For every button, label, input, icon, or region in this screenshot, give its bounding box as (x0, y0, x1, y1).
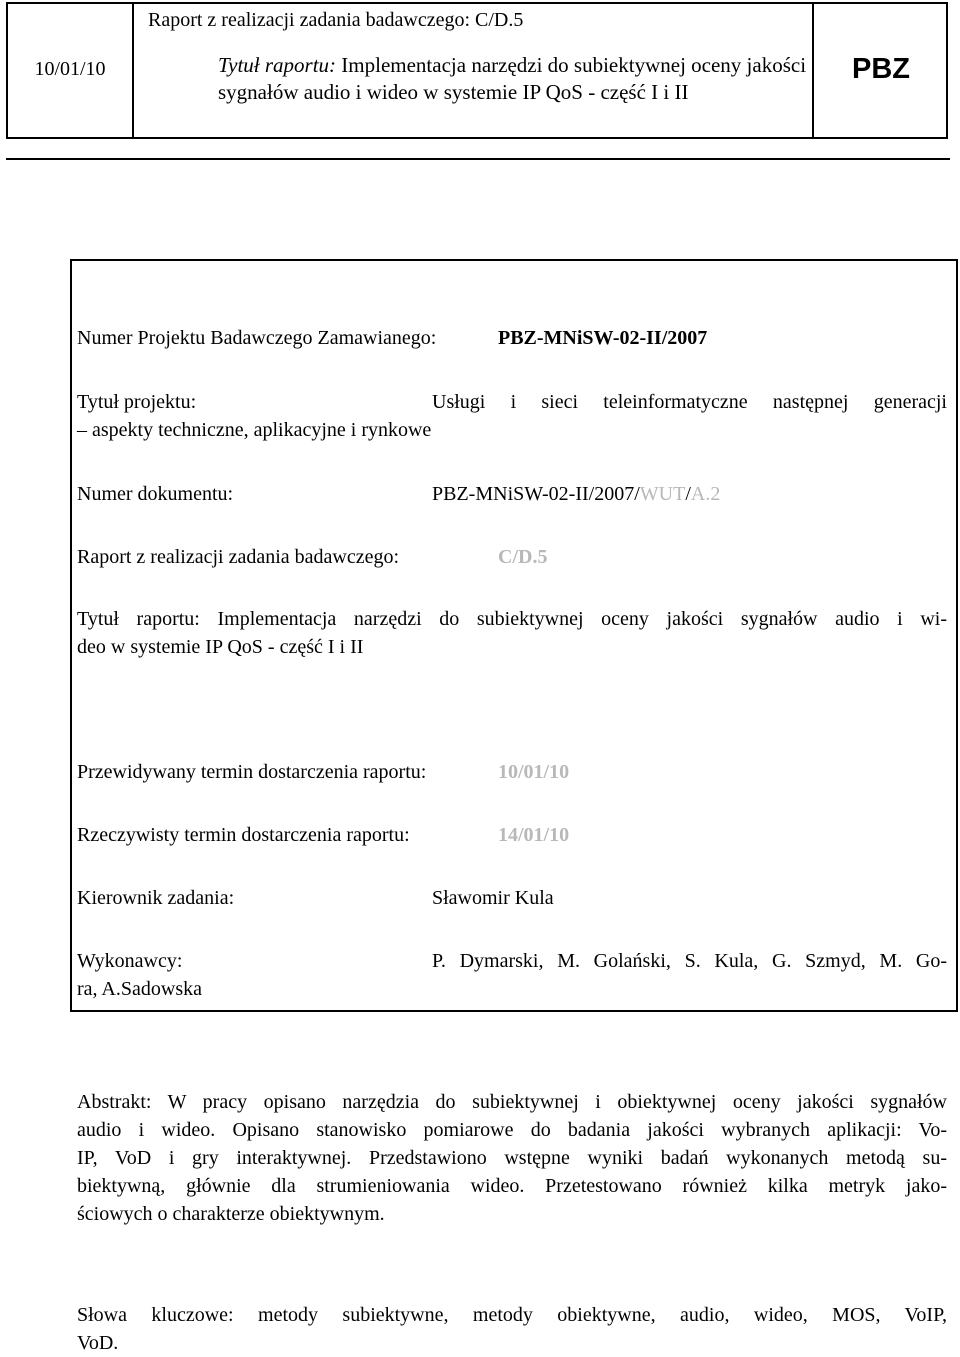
task-manager-label: Kierownik zadania: (77, 887, 235, 909)
actual-date-label: Rzeczywisty termin dostarczenia raportu: (77, 824, 410, 846)
document-number-value (432, 482, 720, 506)
header-date (8, 2, 134, 137)
project-title-line2: – aspekty techniczne, aplikacyjne i rynkowe (77, 419, 432, 441)
keywords (77, 1301, 947, 1357)
project-number-value: PBZ-MNiSW-02-II/2007 (498, 327, 708, 349)
keywords-line1: Słowa kluczowe: metody subiektywne, metody obiektywne, audio, wideo, MOS, VoIP, (77, 1304, 947, 1326)
project-title-line1: Usługi i sieci teleinformatyczne następnej generacji (432, 391, 947, 413)
actual-date-value: 14/01/10 (498, 824, 570, 846)
task-label: Raport z realizacji zadania badawczego: (77, 546, 400, 568)
project-title-label: Tytuł projektu: (77, 391, 197, 413)
abstract-line: biektywną, głównie dla strumieniowania wideo. Przetestowano również kilka metryk jako- (77, 1175, 947, 1197)
report-title-line1: Tytuł raportu: Implementacja narzędzi do subiektywnej oceny jakości sygnałów audio i wi- (77, 608, 947, 630)
header-title-label: Tytuł raportu: (218, 53, 337, 77)
header-divider (6, 158, 950, 160)
abstract-line: audio i wideo. Opisano stanowisko pomiarowe do badania jakości wybranych aplikacji: Vo- (77, 1119, 947, 1141)
document-number-a2: A.2 (690, 483, 721, 505)
task-manager-value: Sławomir Kula (432, 887, 554, 909)
header-report-cell (136, 2, 814, 137)
pbz-logo-text: PBZ (852, 53, 910, 85)
abstract-line: ściowych o charakterze obiektywnym. (77, 1203, 385, 1225)
contractors-line2: ra, A.Sadowska (77, 978, 202, 1000)
header-date-text: 10/01/10 (34, 58, 106, 80)
abstract-line: IP, VoD i gry interaktywnej. Przedstawiono wstępne wyniki badań wykonanych metodą su- (77, 1147, 947, 1169)
document-number-wut: WUT (639, 483, 686, 505)
header-report-title (218, 52, 808, 106)
keywords-line2: VoD. (77, 1332, 119, 1354)
report-title-line2: deo w systemie IP QoS - część I i II (77, 636, 364, 658)
abstract-line: Abstrakt: W pracy opisano narzędzia do subiektywnej i obiektywnej oceny jakości sygnałów (77, 1091, 947, 1113)
planned-date-value: 10/01/10 (498, 761, 570, 783)
document-number-sep: / (685, 483, 691, 505)
document-number-main: PBZ-MNiSW-02-II/2007/ (432, 483, 640, 505)
pbz-logo (816, 2, 946, 137)
planned-date-label: Przewidywany termin dostarczenia raportu: (77, 761, 427, 783)
abstract (77, 1088, 947, 1228)
task-value: C/D.5 (498, 546, 548, 568)
document-number-label: Numer dokumentu: (77, 483, 234, 505)
header-title-text: Implementacja narzędzi do subiektywnej oceny jakości sygnałów audio i wideo w systemie IP QoS - część I i II (218, 53, 807, 104)
project-number-label: Numer Projektu Badawczego Zamawianego: (77, 327, 437, 349)
contractors-line1: P. Dymarski, M. Golański, S. Kula, G. Szmyd, M. Go- (432, 950, 947, 972)
contractors-label: Wykonawcy: (77, 950, 183, 972)
header-report-line: Raport z realizacji zadania badawczego: C/D.5 (148, 9, 524, 31)
